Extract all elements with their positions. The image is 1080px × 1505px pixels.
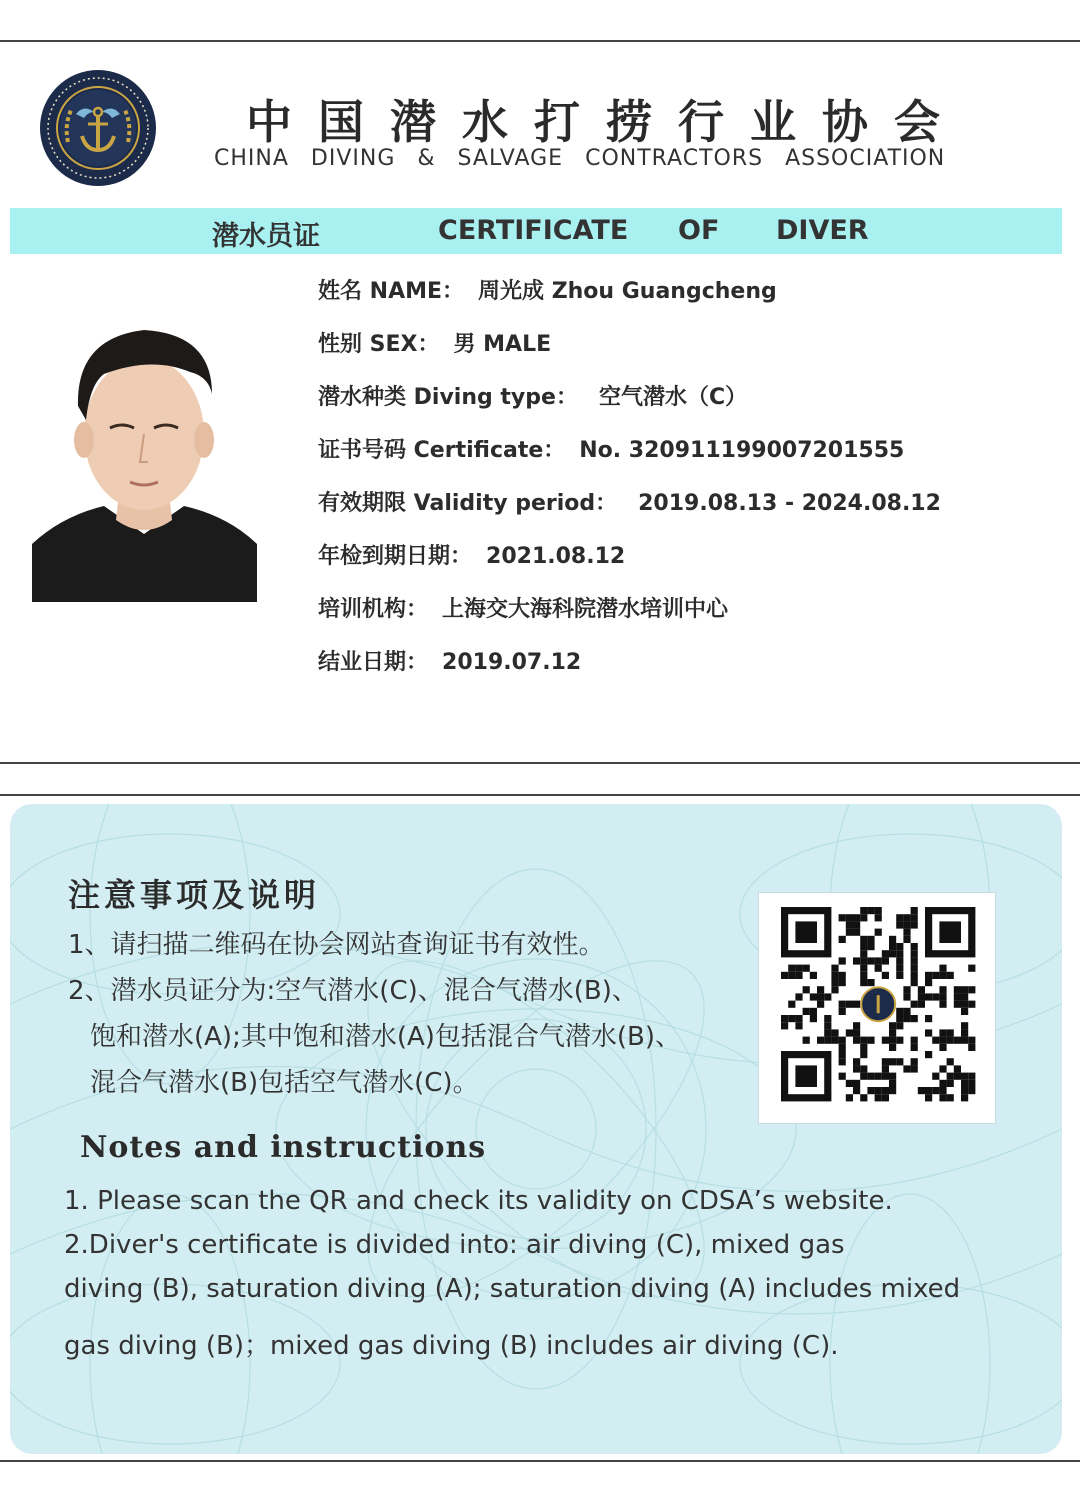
notes-en-line: 2.Diver's certificate is divided into: air diving (C), mixed gas (64, 1230, 845, 1260)
notes-cn-line: 1、请扫描二维码在协会网站查询证书有效性。 (68, 930, 605, 960)
certificate-title-word: CERTIFICATE (438, 215, 629, 246)
field-name: 姓名 NAME： 周光成 Zhou Guangcheng (318, 279, 777, 304)
security-pattern-background (10, 804, 1062, 1454)
field-sex: 性别 SEX： 男 MALE (318, 332, 552, 357)
field-completion-date: 结业日期： 2019.07.12 (318, 650, 582, 675)
notes-en-line: diving (B), saturation diving (A); saturation diving (A) includes mixed (64, 1274, 961, 1304)
field-certificate-number: 证书号码 Certificate： No. 320911199007201555 (318, 438, 905, 463)
field-annual-inspection: 年检到期日期： 2021.08.12 (318, 544, 626, 569)
field-diving-type: 潜水种类 Diving type： 空气潜水（C） (318, 385, 748, 410)
notes-en-line: gas diving (B)；mixed gas diving (B) includes air diving (C). (64, 1331, 839, 1361)
certificate-title-word: OF (678, 215, 720, 246)
qr-code-icon (759, 893, 995, 1123)
notes-en-line: 1. Please scan the QR and check its validity on CDSA’s website. (64, 1186, 893, 1216)
notes-title-cn: 注意事项及说明 (68, 876, 321, 914)
certificate-title-band (10, 208, 1062, 254)
notes-cn-line: 2、潜水员证分为:空气潜水(C)、混合气潜水(B)、 (68, 976, 638, 1006)
notes-title-en: Notes and instructions (80, 1130, 487, 1165)
certificate-title-cn: 潜水员证 (212, 221, 320, 252)
field-validity-period: 有效期限 Validity period： 2019.08.13 - 2024.08.12 (318, 491, 941, 516)
field-training-institution: 培训机构： 上海交大海科院潜水培训中心 (318, 597, 729, 622)
holder-photo (32, 294, 257, 602)
verification-qr-code[interactable] (758, 892, 996, 1124)
association-logo-icon (38, 68, 158, 188)
org-name-cn: 中国潜水打捞行业协会 (246, 95, 966, 149)
certificate-front (0, 40, 1080, 764)
notes-cn-line: 饱和潜水(A);其中饱和潜水(A)包括混合气潜水(B)、 (90, 1022, 682, 1052)
certificate-title-word: DIVER (776, 215, 869, 246)
org-name-en: CHINA DIVING & SALVAGE CONTRACTORS ASSOCIATION (214, 146, 946, 171)
notes-cn-line: 混合气潜水(B)包括空气潜水(C)。 (90, 1068, 479, 1098)
certificate-back (0, 794, 1080, 1462)
